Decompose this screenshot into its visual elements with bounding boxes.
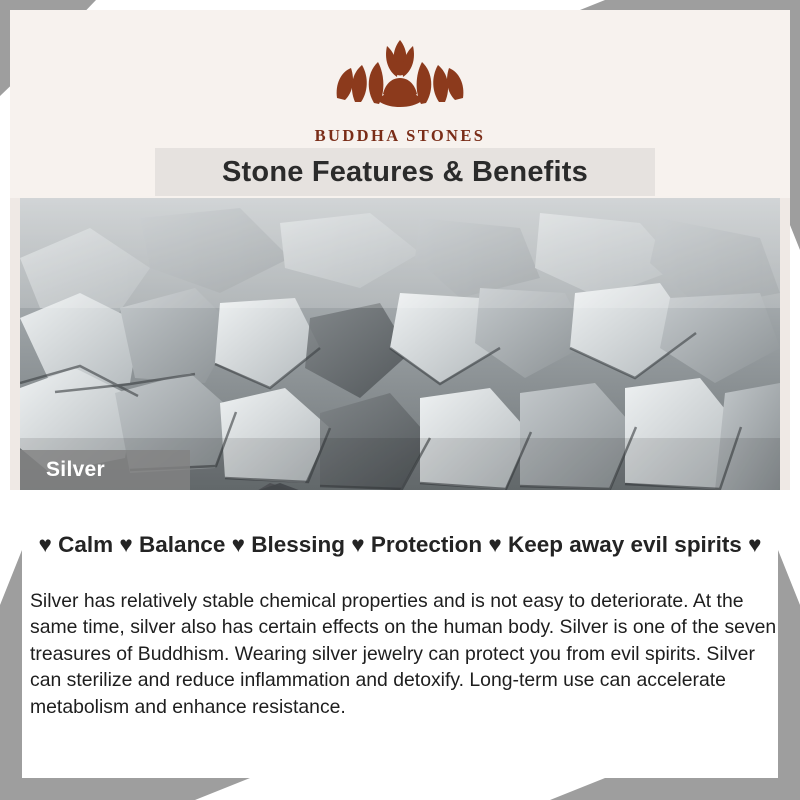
hero-image xyxy=(20,198,780,490)
hero-side-bar-left xyxy=(10,198,20,490)
corner-decoration-bottom-left-v xyxy=(0,550,22,800)
page-title: Stone Features & Benefits xyxy=(222,155,588,188)
corner-decoration-bottom-right xyxy=(550,778,800,800)
benefits-line: ♥ Calm ♥ Balance ♥ Blessing ♥ Protection ♥ Keep away evil spirits ♥ xyxy=(38,532,762,557)
lotus-meditation-figure-icon xyxy=(325,24,475,120)
brand-logo xyxy=(0,24,800,146)
stone-name-ribbon xyxy=(20,450,190,490)
stone-name-label: Silver xyxy=(46,458,106,481)
hero-side-bar-right xyxy=(780,198,790,490)
corner-decoration-bottom-right-v xyxy=(778,550,800,800)
page-title-band xyxy=(155,148,655,196)
brand-name: BUDDHA STONES xyxy=(314,126,486,145)
corner-decoration-bottom-left xyxy=(0,778,250,800)
description-text: Silver has relatively stable chemical properties and is not easy to deteriorate. At the same time, silver also has certain effects on the human body. Silver is one of the seven treasures of Buddhism. Wearing silver jewelry can protect you from evil spirits. Silver can sterilize and reduce inflammation and detoxify. Long-term use can accelerate metabolism and enhance resistance. xyxy=(30,590,777,718)
